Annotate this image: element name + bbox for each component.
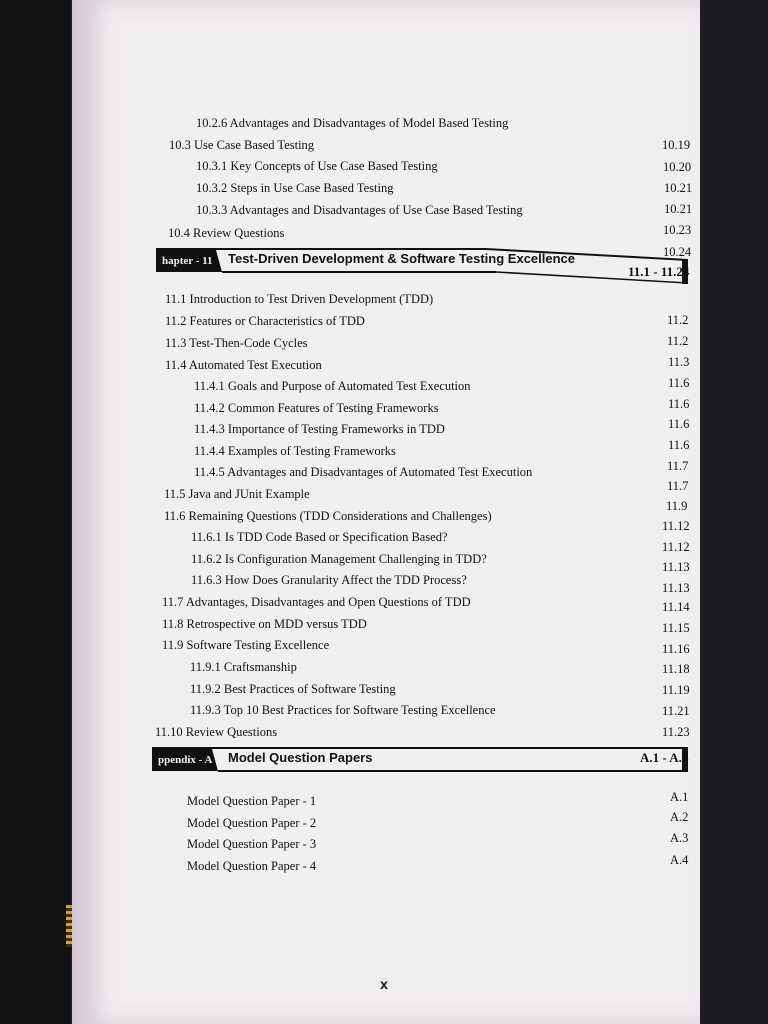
appendix-page-range: A.1 - A.4 <box>640 750 689 765</box>
toc-page-number: 10.21 <box>664 202 693 216</box>
toc-page-number: 11.9 <box>666 499 688 513</box>
toc-page-number: 11.16 <box>662 642 690 656</box>
toc-entry: 11.4.5 Advantages and Disadvantages of Automated Test Execution <box>194 465 533 479</box>
toc-entry: 11.9.2 Best Practices of Software Testing <box>190 682 396 696</box>
toc-entry: 11.9.1 Craftsmanship <box>190 660 297 674</box>
toc-entry: 11.4 Automated Test Execution <box>165 358 322 372</box>
chapter-11-header <box>156 246 690 279</box>
toc-entry: 11.4.2 Common Features of Testing Frameworks <box>194 401 439 415</box>
toc-entry: 11.4.3 Importance of Testing Frameworks in TDD <box>194 422 445 436</box>
toc-entry: 11.7 Advantages, Disadvantages and Open Questions of TDD <box>162 595 471 609</box>
toc-page-number: 10.19 <box>662 138 691 152</box>
left-dark-background <box>0 0 70 1024</box>
toc-page-number: 11.2 <box>667 313 689 327</box>
right-dark-background <box>700 0 768 1024</box>
toc-page-number: 11.6 <box>668 397 690 411</box>
toc-page-number: 10.20 <box>663 160 692 174</box>
toc-page-number: 11.12 <box>662 519 690 533</box>
toc-entry: Model Question Paper - 1 <box>187 794 317 808</box>
toc-page-number: 11.18 <box>662 662 690 676</box>
toc-entry: 10.3.1 Key Concepts of Use Case Based Testing <box>196 159 438 173</box>
toc-entry: 11.9 Software Testing Excellence <box>162 638 330 652</box>
toc-page-number: 11.6 <box>668 417 690 431</box>
toc-page-number: 10.21 <box>664 181 693 195</box>
toc-entry: 10.3.3 Advantages and Disadvantages of Use Case Based Testing <box>196 203 523 217</box>
toc-entry: 10.3.2 Steps in Use Case Based Testing <box>196 181 394 195</box>
page-spine-shadow <box>72 0 112 1024</box>
toc-entry: Model Question Paper - 4 <box>187 859 317 873</box>
appendix-title: Model Question Papers <box>228 750 373 765</box>
appendix-label: ppendix - A <box>158 754 213 766</box>
toc-page-number: A.1 <box>670 790 689 804</box>
toc-entry: 10.4 Review Questions <box>168 226 285 240</box>
toc-entry: 11.5 Java and JUnit Example <box>164 487 310 501</box>
toc-page-number: 10.24 <box>663 245 692 259</box>
chapter-title: Test-Driven Development & Software Testing Excellence <box>228 251 576 266</box>
toc-entry: 11.2 Features or Characteristics of TDD <box>165 314 365 328</box>
toc-page-number: 10.23 <box>663 223 692 237</box>
toc-entry: 11.6.3 How Does Granularity Affect the TDD Process? <box>191 573 467 587</box>
toc-page-number: 11.13 <box>662 581 690 595</box>
toc-page-number: 11.2 <box>667 334 689 348</box>
chapter-page-range: 11.1 - 11.24 <box>628 264 690 279</box>
toc-entry: Model Question Paper - 3 <box>187 837 317 851</box>
toc-page-number: 11.12 <box>662 540 690 554</box>
toc-page-number: 11.19 <box>662 683 690 697</box>
toc-page-number: 11.13 <box>662 560 690 574</box>
toc-entry: 11.8 Retrospective on MDD versus TDD <box>162 617 367 631</box>
chapter-label: hapter - 11 <box>162 255 213 267</box>
toc-page-number: 11.15 <box>662 621 690 635</box>
toc-page-number: A.3 <box>670 831 689 845</box>
toc-entry: 11.3 Test-Then-Code Cycles <box>165 336 308 350</box>
toc-entry: 11.9.3 Top 10 Best Practices for Software Testing Excellence <box>190 703 496 717</box>
toc-entry: 10.3 Use Case Based Testing <box>169 138 315 152</box>
toc-page-number: 11.6 <box>668 376 690 390</box>
toc-page-number: 11.14 <box>662 600 690 614</box>
toc-page-number: 11.7 <box>667 459 689 473</box>
toc-page-number: A.2 <box>670 810 689 824</box>
toc-page-number: 11.21 <box>662 704 690 718</box>
toc-entry: 10.2.6 Advantages and Disadvantages of Model Based Testing <box>196 116 509 130</box>
toc-entry: 11.1 Introduction to Test Driven Development (TDD) <box>165 292 434 306</box>
toc-entry: 11.4.4 Examples of Testing Frameworks <box>194 444 396 458</box>
appendix-a-header <box>152 745 688 771</box>
toc-entry: 11.6.1 Is TDD Code Based or Specification Based? <box>191 530 448 544</box>
toc-page-number: 11.3 <box>668 355 690 369</box>
toc-page-number: 11.7 <box>667 479 689 493</box>
toc-entry: 11.6 Remaining Questions (TDD Considerations and Challenges) <box>164 509 492 523</box>
toc-entry: 11.4.1 Goals and Purpose of Automated Test Execution <box>194 379 471 393</box>
toc-entry: 11.10 Review Questions <box>155 725 278 739</box>
toc-entry: 11.6.2 Is Configuration Management Challenging in TDD? <box>191 552 487 566</box>
toc-page-number: 11.6 <box>668 438 690 452</box>
page-footer-number: x <box>380 976 388 992</box>
toc-page-number: A.4 <box>670 853 689 867</box>
toc-page-number: 11.23 <box>662 725 690 739</box>
toc-entry: Model Question Paper - 2 <box>187 816 317 830</box>
